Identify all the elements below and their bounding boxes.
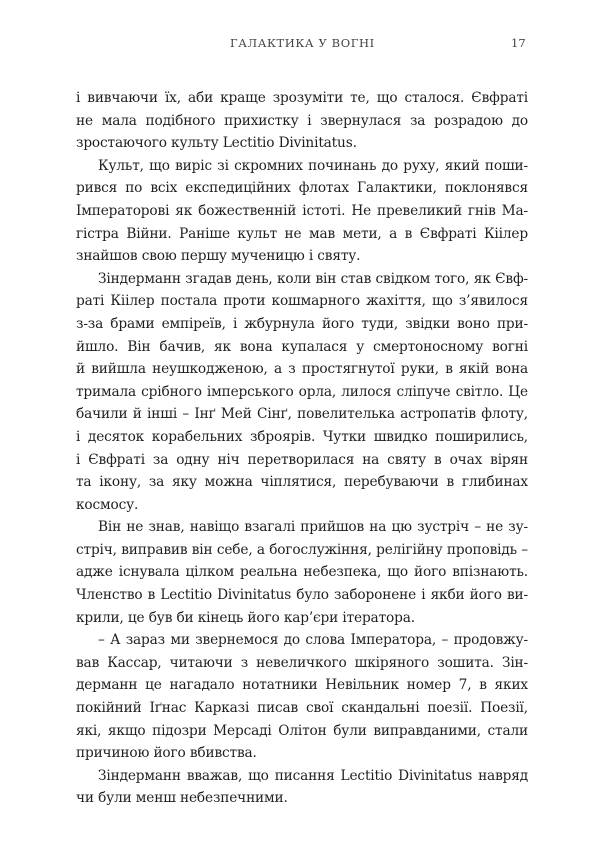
text-line: і десяток корабельних зброярів. Чутки швидко поширились,: [76, 428, 528, 445]
text-line: тримала срібного імперського орла, лилося сліпуче світло. Це: [76, 383, 528, 400]
text-line: рився по всіх експедиційних флотах Галактики, поклонявся: [76, 180, 528, 197]
text-line: та ікону, за яку можна чіплятися, перебуваючи в глибинах: [76, 474, 528, 491]
text-line: бачили й інші – Інґ Мей Сінґ, повелителька астропатів флоту,: [76, 406, 528, 423]
text-line: не мала подібного прихистку і звернулася за розрадою до: [76, 112, 528, 129]
text-line: Зіндерманн вважав, що писання Lectitio Divinitatus навряд: [98, 767, 528, 784]
text-line: дерманн це нагадало нотатники Невільник номер 7, в яких: [76, 677, 528, 694]
text-line: стріч, виправив він себе, а богослужіння, релігійну проповідь –: [76, 541, 528, 558]
text-line: покійний Іґнас Карказі писав свої скандальні поезії. Поезії,: [76, 700, 528, 717]
text-line: вав Кассар, читаючи з невеличкого шкіряного зошита. Зін-: [76, 654, 528, 671]
text-line: знайшов свою першу мученицю і святу.: [76, 248, 361, 265]
text-line: й вийшла неушкодженою, а з простягнутої руки, в якій вона: [76, 361, 528, 378]
text-line: космосу.: [76, 496, 139, 513]
text-line: Зіндерманн згадав день, коли він став свідком того, як Євф-: [98, 270, 528, 287]
text-line: Він не знав, навіщо взагалі прийшов на цю зустріч – не зу-: [98, 519, 528, 536]
text-line: Членство в Lectitio Divinitatus було заборонене і якби його ви-: [76, 587, 528, 604]
text-line: з-за брами емпіреїв, і жбурнула його туди, звідки воно при-: [76, 315, 528, 332]
text-line: які, якщо підозри Мерсаді Олітон були виправданими, стали: [76, 722, 528, 739]
running-title: ГАЛАКТИКА У ВОГНІ: [230, 36, 375, 50]
text-line: чи були менш небезпечними.: [76, 790, 288, 807]
text-line: – А зараз ми звернемося до слова Імператора, – продовжу-: [98, 632, 528, 649]
text-line: йшло. Він бачив, як вона купалася у смертоносному вогні: [76, 338, 528, 355]
text-line: Імператорові як божественній істоті. Не превеликий гнів Ма-: [76, 202, 528, 219]
text-line: адже існувала цілком реальна небезпека, що його впізнають.: [76, 564, 528, 581]
text-line: і вивчаючи їх, аби краще зрозуміти те, що сталося. Євфраті: [76, 90, 528, 106]
body-text: [76, 87, 528, 810]
text-line: зростаючого культу Lectitio Divinitatus.: [76, 135, 357, 152]
page-number: 17: [511, 36, 526, 50]
text-line: раті Кіілер постала проти кошмарного жахіття, що з’явилося: [76, 293, 528, 310]
text-line: крили, це був би кінець його кар’єри ітератора.: [76, 609, 415, 626]
text-line: Культ, що виріс зі скромних починань до руху, який поши-: [98, 157, 528, 174]
text-line: і Євфраті за одну ніч перетворилася на святу в очах вірян: [76, 451, 528, 468]
text-line: причиною його вбивства.: [76, 745, 257, 762]
text-line: гістра Війни. Раніше культ не мав мети, а в Євфраті Кіілер: [76, 225, 528, 242]
